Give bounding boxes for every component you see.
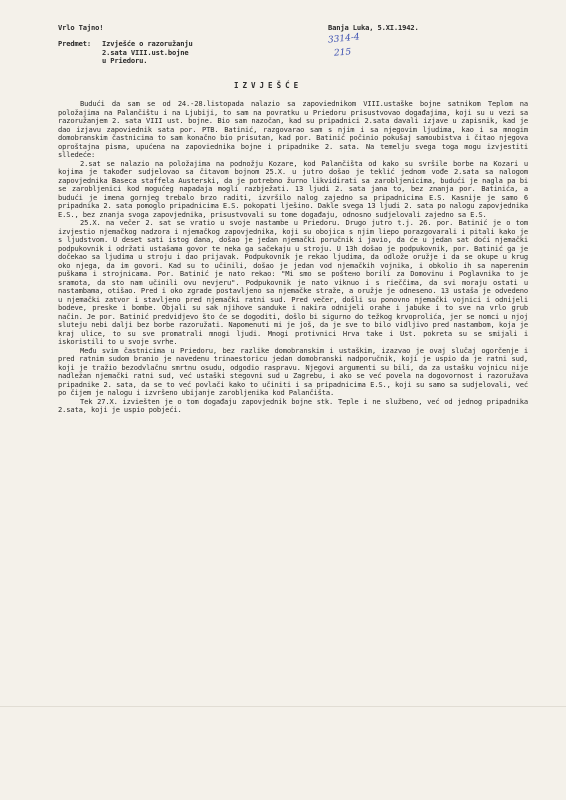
paragraph-text: Među svim častnicima u Priedoru, bez razlike domobranskim i ustaškim, izazvao je ovaj slučaj ogorčenje i pred ratnim sudom branio je navedenu trinaestoricu jedan domobranski nadporučnik, koji je uspio da je ratni sud, koji je tražio bezodvlačnu smrtnu osudu, odgodio raspravu. Njegovi argumenti su bili, da za ustašku vojnicu nije nadležan njemački ratni sud, već ustaški stegovni sud u Zagrebu, i ako se već povela na dogovornost i razoružava pripadnike 2. sata, da se to već povlači kako to učiniti i sa pripadnicima E.S., koji su samo sa sudjelovali, već po čijem je nalogu i izvršeno ubijanje zarobljenika kod Palančišta. [58,345,528,397]
paragraph-2 [58,160,528,220]
paragraph-text: Budući da sam se od 24.-28.listopada nalazio sa zapoviednikom VIII.ustaške bojne satnikom Teplom na položajima na Palančištu i na Ljubiji, to sam na povratku u Priedoru prisustvovao događajima, koji su u vezi sa razoružanjem 2. sata VIII ust. bojne. Bio sam nazočan, kad su pripadnici 2.sata davali izjave u zapisnik, kad je dao izjavu zapoviednik sata por. PTB. Batinić, razgovarao sam s njim i sa njegovim ljudima, kao i sa mnogim domobranskim častnicima to sam konačno bio prisutan, kad por. Batinić počinio pokušaj samoubistva i čitao njegova oproštajna pisma, upućena na zapoviednika bojne i pripadnike 2. sata. Na temelju svega toga mogu izvjestiti slledeće: [58,99,528,159]
classification-label: Vrlo Tajno! [58,23,104,32]
subject-label: Predmet: [58,39,91,48]
paragraph-1 [58,100,528,160]
document-body [58,24,528,415]
closing-text: Tek 27.X. izviešten je o tom događaju zapovjednik bojne stk. Teple i ne službeno, već od jednog pripadnika 2.sata, koji je uspio pobjeći. [58,396,528,414]
paper-fold-line [0,706,566,707]
paragraph-text: 25.X. na večer 2. sat se vratio u svoje nastambe u Priedoru. Drugo jutro t.j. 26. por. Batinić je o tom izvjestio njemačkog nadzora i njemačkog zapovjednika, koji su obojica s njim liepo porazgovarali i pitali kako je s ljudstvom. U deset sati istog dana, došao je jedan njemački poručnik i javio, da će u jedan sat doći njemački podpukovnik i održati ustašama govor te neka ga sačekaju u stroju. U 13h došao je podpukovnik, por. Batinić ga je dočekao sa ljudima u stroju i dao prijavak. Podpukovnik je rekao ljudima, da odlože oružje i da se okupe u krug oko njega, da im govori. Kad su to učinili, došao je jedan vod njemačkih vojnika, i obkolio ih sa naperenim puškama i strojnicama. Por. Batinić je nato rekao: "Mi smo se poštено borili za Domovinu i Poglavnika to je sramota, da sto nam učinili ovu nevjeru". Podpukovnik je nato viknuo i s rieččima, da svi moraju ostati u nastambama, otišao. Pred i oko zgrade postavljeno sa njemačke straže, a oružje je odneseno. 13 ustaša je odvedeno u njemački zatvor i stavljeno pred njemački ratni sud. Pred večer, došli su ponovno njemački vojnici i odnijeli bodeve, preske i bombe. Objali su sak njihove sanduke i nakira odnijeli orahe i jabuke i to sve na vrlo grub način. Je por. Batinić predvidjevo što će se dogoditi, došlo bi sigurno do težkog krvoprolića, jer se nomci u njoj sluteju nebi dalji bez borbe razoružati. Napomenuti mi je još, da je sve to bilo vidljivo pred nastambom, koja je kraj ulice, to su sve promatrali mnogi ljudi. Mnogi protivnici Hrva take i Ust. pokreta su se smijali i iskoristili to u svoje svrhe. [58,218,528,346]
paragraph-text: 2.sat se nalazio na položajima na podnožju Kozare, kod Palančišta od kako su svršile borbe na Kozari u kojima je također sudjelovao sa čitavom bojnom 25.X. u jutro došao je teklić jednom vođe 2.sata sa nalogom zapovjednika Baseca staffela Austerski, da je potrebno žurno likvidirati sa zarobljenicima, budući je nagla pa bi se zarobljenici kod mogućeg napadaja mogli razbježati. 13 ljudi 2. sata jana to, bez znanja por. Batinića, a budući je imena gornjeg trebalo brzo raditi, izvršilo nalog zajedno sa pripadnicima E.S. Kasnije je samo 6 pripadnika 2. sata pomoglo pripadnicima E.S. pokopati lješino. Dakle svega 13 ljudi 2. sata po nalogu zapovjednika E.S., bez znanja svoga zapovjednika, prisustvovali su tome događaju, odnosno sudjelovali zajedno sa E.S. [58,158,528,219]
archive-stamp-subnumber: 215 [333,47,352,59]
place-date: Banja Luka, 5.XI.1942. [328,23,419,32]
closing-paragraph [58,398,528,415]
subject-block [58,40,528,66]
archive-stamp-number: 3314-4 [327,32,361,46]
paragraph-4 [58,347,528,398]
subject-line-1: Izvješće o razoružanju [102,39,193,48]
header [58,24,528,34]
subject-line-3: u Priedoru. [102,56,148,65]
subject-line-2: 2.sata VIII.ust.bojne [102,47,189,57]
document-title: IZVJEŠĆE [234,80,303,90]
paragraph-3 [58,219,528,347]
